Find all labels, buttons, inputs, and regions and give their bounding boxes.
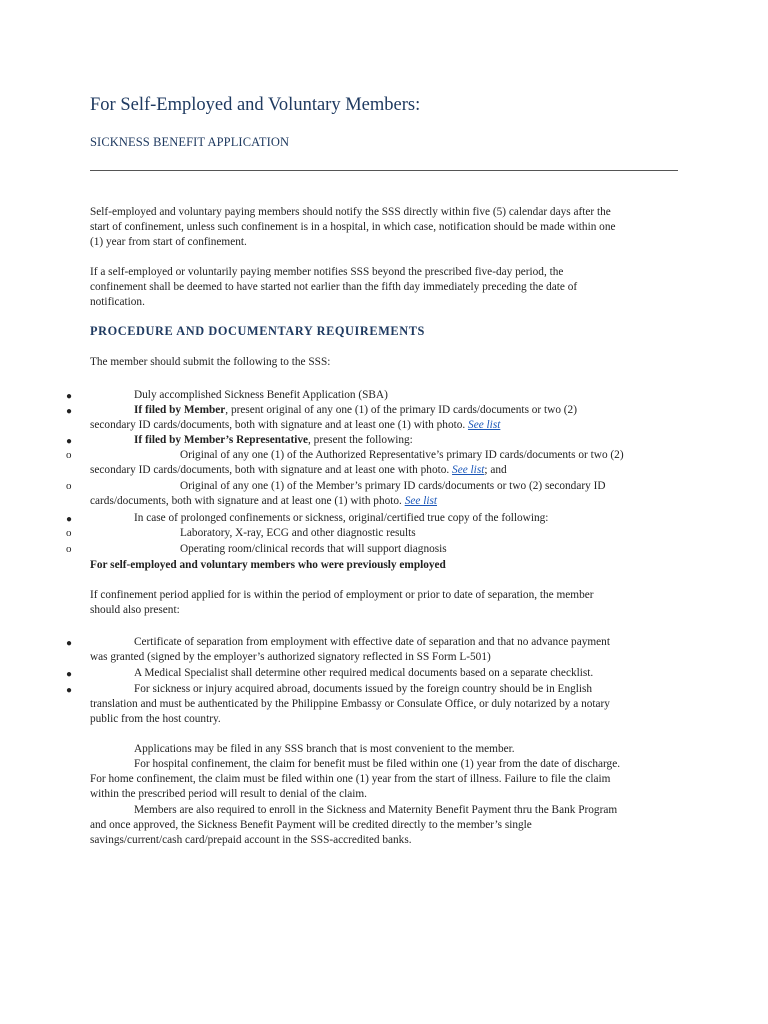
- bullet-circle-icon: o: [66, 527, 72, 539]
- sub-list-item: Original of any one (1) of the Authorized Representative’s primary ID cards/documents or two (2): [180, 449, 624, 461]
- page-subtitle: SICKNESS BENEFIT APPLICATION: [90, 135, 290, 149]
- bullet-disc-icon: ●: [66, 685, 73, 696]
- list-item-text: secondary ID cards/documents, both with signature and at least one (1) with photo.: [90, 419, 466, 431]
- closing-p2-line: within the prescribed period will result to denial of the claim.: [90, 788, 368, 800]
- bullet-disc-icon: ●: [66, 391, 73, 402]
- section-heading-previously-employed: For self-employed and voluntary members who were previously employed: [90, 559, 446, 571]
- list-item-text: ; and: [484, 464, 507, 476]
- bullet-disc-icon: ●: [66, 406, 73, 417]
- list-item: [134, 403, 577, 418]
- sub-list-item: Operating room/clinical records that will support diagnosis: [180, 543, 447, 555]
- list-item: [134, 433, 413, 448]
- closing-p1: Applications may be filed in any SSS branch that is most convenient to the member.: [134, 743, 515, 755]
- list-item-emphasis: If filed by Member’s Representative: [134, 434, 309, 446]
- list-item-text: , present original of any one (1) of the primary ID cards/documents or two (2): [225, 404, 577, 416]
- closing-p3-line: savings/current/cash card/prepaid account in the SSS-accredited banks.: [90, 834, 412, 846]
- bullet-disc-icon: ●: [66, 638, 73, 649]
- section-heading-procedure: PROCEDURE AND DOCUMENTARY REQUIREMENTS: [90, 324, 425, 338]
- list-item-continuation: public from the host country.: [90, 713, 221, 725]
- procedure-lead: The member should submit the following to the SSS:: [90, 356, 331, 368]
- list-item-text: secondary ID cards/documents, both with signature and at least one with photo.: [90, 464, 450, 476]
- list-item: In case of prolonged confinements or sickness, original/certified true copy of the following:: [134, 512, 549, 524]
- page-title: For Self-Employed and Voluntary Members:: [90, 95, 421, 115]
- sub-list-item: Original of any one (1) of the Member’s primary ID cards/documents or two (2) secondary ID: [180, 480, 606, 492]
- bullet-disc-icon: ●: [66, 669, 73, 680]
- intro-p1-line: Self-employed and voluntary paying members should notify the SSS directly within five (5) calendar days after the: [90, 206, 611, 218]
- list-item-emphasis: If filed by Member: [134, 404, 226, 416]
- closing-p2-line: For hospital confinement, the claim for benefit must be filed within one (1) year from the date of discharge.: [134, 758, 621, 770]
- intro-p2-line: notification.: [90, 296, 145, 308]
- divider: [90, 170, 678, 171]
- bullet-disc-icon: ●: [66, 514, 73, 525]
- list-item-text: , present the following:: [308, 434, 413, 446]
- intro-p1-line: start of confinement, unless such confinement is in a hospital, in which case, notification should be made within one: [90, 221, 616, 233]
- bullet-disc-icon: ●: [66, 436, 73, 447]
- sub-list-item: Laboratory, X-ray, ECG and other diagnostic results: [180, 527, 416, 539]
- see-list-link[interactable]: See list: [452, 464, 485, 476]
- list-item-continuation: [90, 418, 500, 433]
- bullet-circle-icon: o: [66, 449, 72, 461]
- bullet-circle-icon: o: [66, 480, 72, 492]
- closing-p3-line: Members are also required to enroll in the Sickness and Maternity Benefit Payment thru the Bank Program: [134, 804, 618, 816]
- list-item: Certificate of separation from employment with effective date of separation and that no advance payment: [134, 636, 610, 648]
- intro-p1-line: (1) year from start of confinement.: [90, 236, 247, 248]
- list-item: Duly accomplished Sickness Benefit Application (SBA): [134, 389, 388, 401]
- see-list-link[interactable]: See list: [468, 419, 501, 431]
- see-list-link[interactable]: See list: [404, 495, 438, 507]
- intro-p2-line: confinement shall be deemed to have started not earlier than the fifth day immediately preceding the date of: [90, 281, 578, 293]
- sub-list-item-continuation: [90, 494, 437, 509]
- bullet-circle-icon: o: [66, 543, 72, 555]
- list-item: For sickness or injury acquired abroad, documents issued by the foreign country should be in English: [134, 683, 593, 695]
- previous-p1-line: should also present:: [90, 604, 180, 616]
- closing-p2-line: For home confinement, the claim must be filed within one (1) year from the start of illness. Failure to file the claim: [90, 773, 611, 785]
- sub-list-item-continuation: [90, 463, 507, 478]
- previous-p1-line: If confinement period applied for is within the period of employment or prior to date of separation, the member: [90, 589, 594, 601]
- list-item-continuation: translation and must be authenticated by the Philippine Embassy or Consulate Office, or duly notarized by a notary: [90, 698, 610, 710]
- list-item-continuation: was granted (signed by the employer’s authorized signatory reflected in SS Form L-501): [90, 651, 491, 663]
- closing-p3-line: and once approved, the Sickness Benefit Payment will be credited directly to the member’s single: [90, 819, 532, 831]
- list-item-text: cards/documents, both with signature and at least one (1) with photo.: [90, 495, 402, 507]
- list-item: A Medical Specialist shall determine other required medical documents based on a separate checklist.: [134, 667, 594, 679]
- intro-p2-line: If a self-employed or voluntarily paying member notifies SSS beyond the prescribed five-day period, the: [90, 266, 564, 278]
